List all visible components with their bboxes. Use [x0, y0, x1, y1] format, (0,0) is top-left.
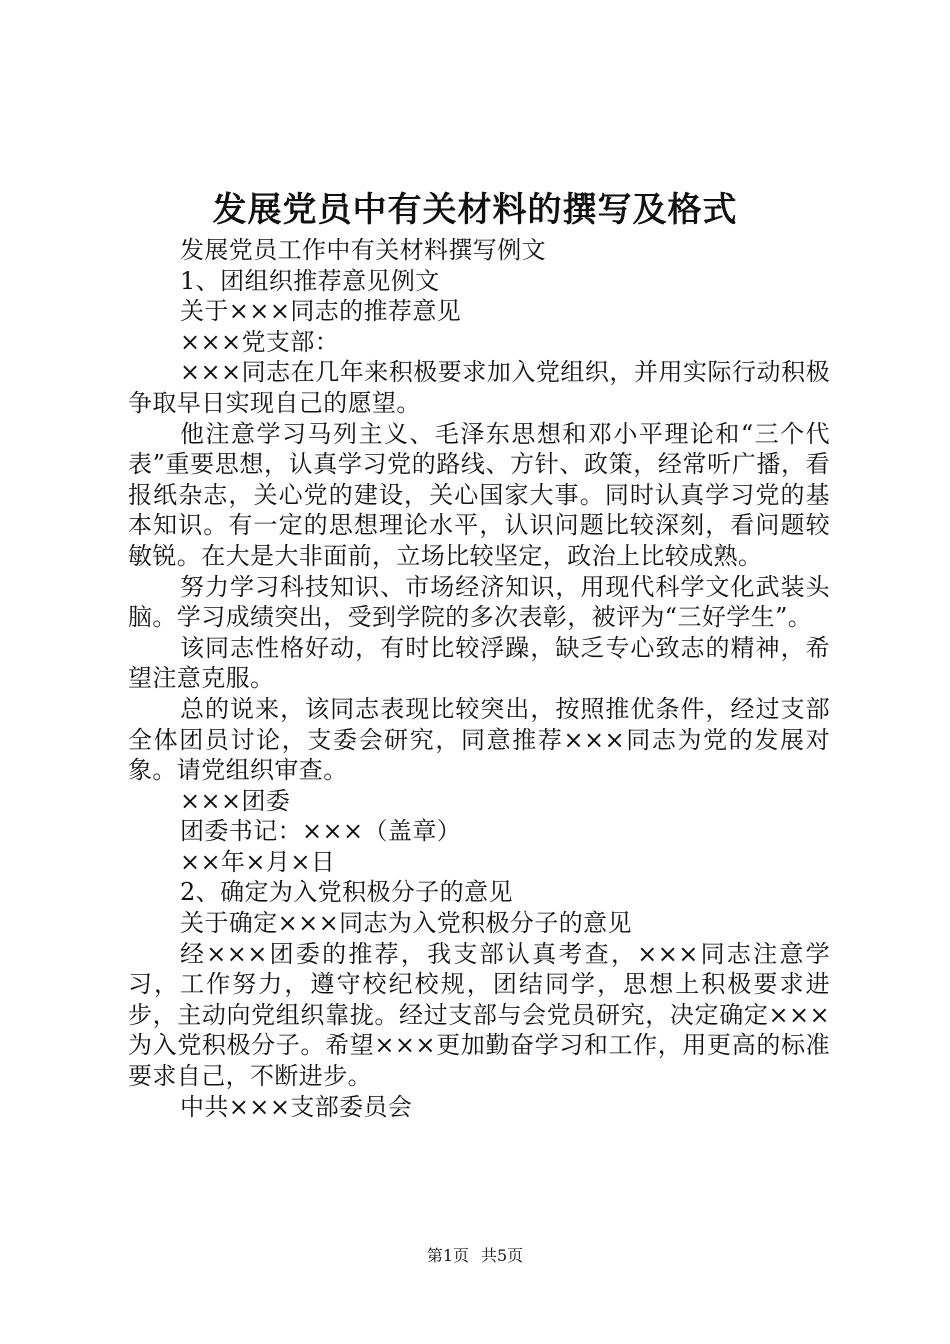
section-heading: 1、团组织推荐意见例文 [180, 266, 440, 295]
paragraph: 关于×××同志的推荐意见 [180, 297, 462, 326]
document-body [128, 235, 830, 1122]
document-title: 发展党员中有关材料的撰写及格式 [212, 190, 738, 230]
paragraph: 该同志性格好动，有时比较浮躁，缺乏专心致志的精神，希望注意克服。 [128, 633, 830, 693]
signature-line: 团委书记：×××（盖章） [180, 817, 462, 846]
paragraph: 他注意学习马列主义、毛泽东思想和邓小平理论和“三个代表”重要思想，认真学习党的路线、方针、政策，经常听广播，看报纸杂志，关心党的建设，关心国家大事。同时认真学习党的基本知识。有一定的思想理论水平，认识问题比较深刻，看问题较敏锐。在大是大非面前，立场比较坚定，政治上比较成熟。 [128, 419, 830, 570]
signature-line: 中共×××支部委员会 [180, 1092, 413, 1121]
signature-line: ×××团委 [180, 786, 291, 815]
paragraph: 关于确定×××同志为入党积极分子的意见 [180, 909, 632, 938]
page-number: 第1页 [426, 1246, 469, 1265]
paragraph: ×××同志在几年来积极要求加入党组织，并用实际行动积极争取早日实现自己的愿望。 [128, 358, 830, 417]
paragraph: 经×××团委的推荐，我支部认真考查，×××同志注意学习，工作努力，遵守校纪校规，团结同学，思想上积极要求进步，主动向党组织靠拢。经过支部与会党员研究，决定确定×××为入党积极分子。希望×××更加勤奋学习和工作，用更高的标准要求自己，不断进步。 [128, 939, 830, 1091]
page-total: 共5页 [481, 1246, 524, 1265]
paragraph: ×××党支部： [180, 327, 340, 356]
paragraph: 总的说来，该同志表现比较突出，按照推优条件，经过支部全体团员讨论，支委会研究，同意推荐×××同志为党的发展对象。请党组织审查。 [128, 694, 830, 785]
paragraph: 努力学习科技知识、市场经济知识，用现代科学文化武装头脑。学习成绩突出，受到学院的多次表彰，被评为“三好学生”。 [128, 572, 830, 632]
page-footer [0, 1246, 950, 1266]
paragraph: 发展党员工作中有关材料撰写例文 [180, 236, 546, 264]
section-heading: 2、确定为入党积极分子的意见 [180, 878, 513, 907]
date-line: ××年×月×日 [180, 847, 336, 876]
